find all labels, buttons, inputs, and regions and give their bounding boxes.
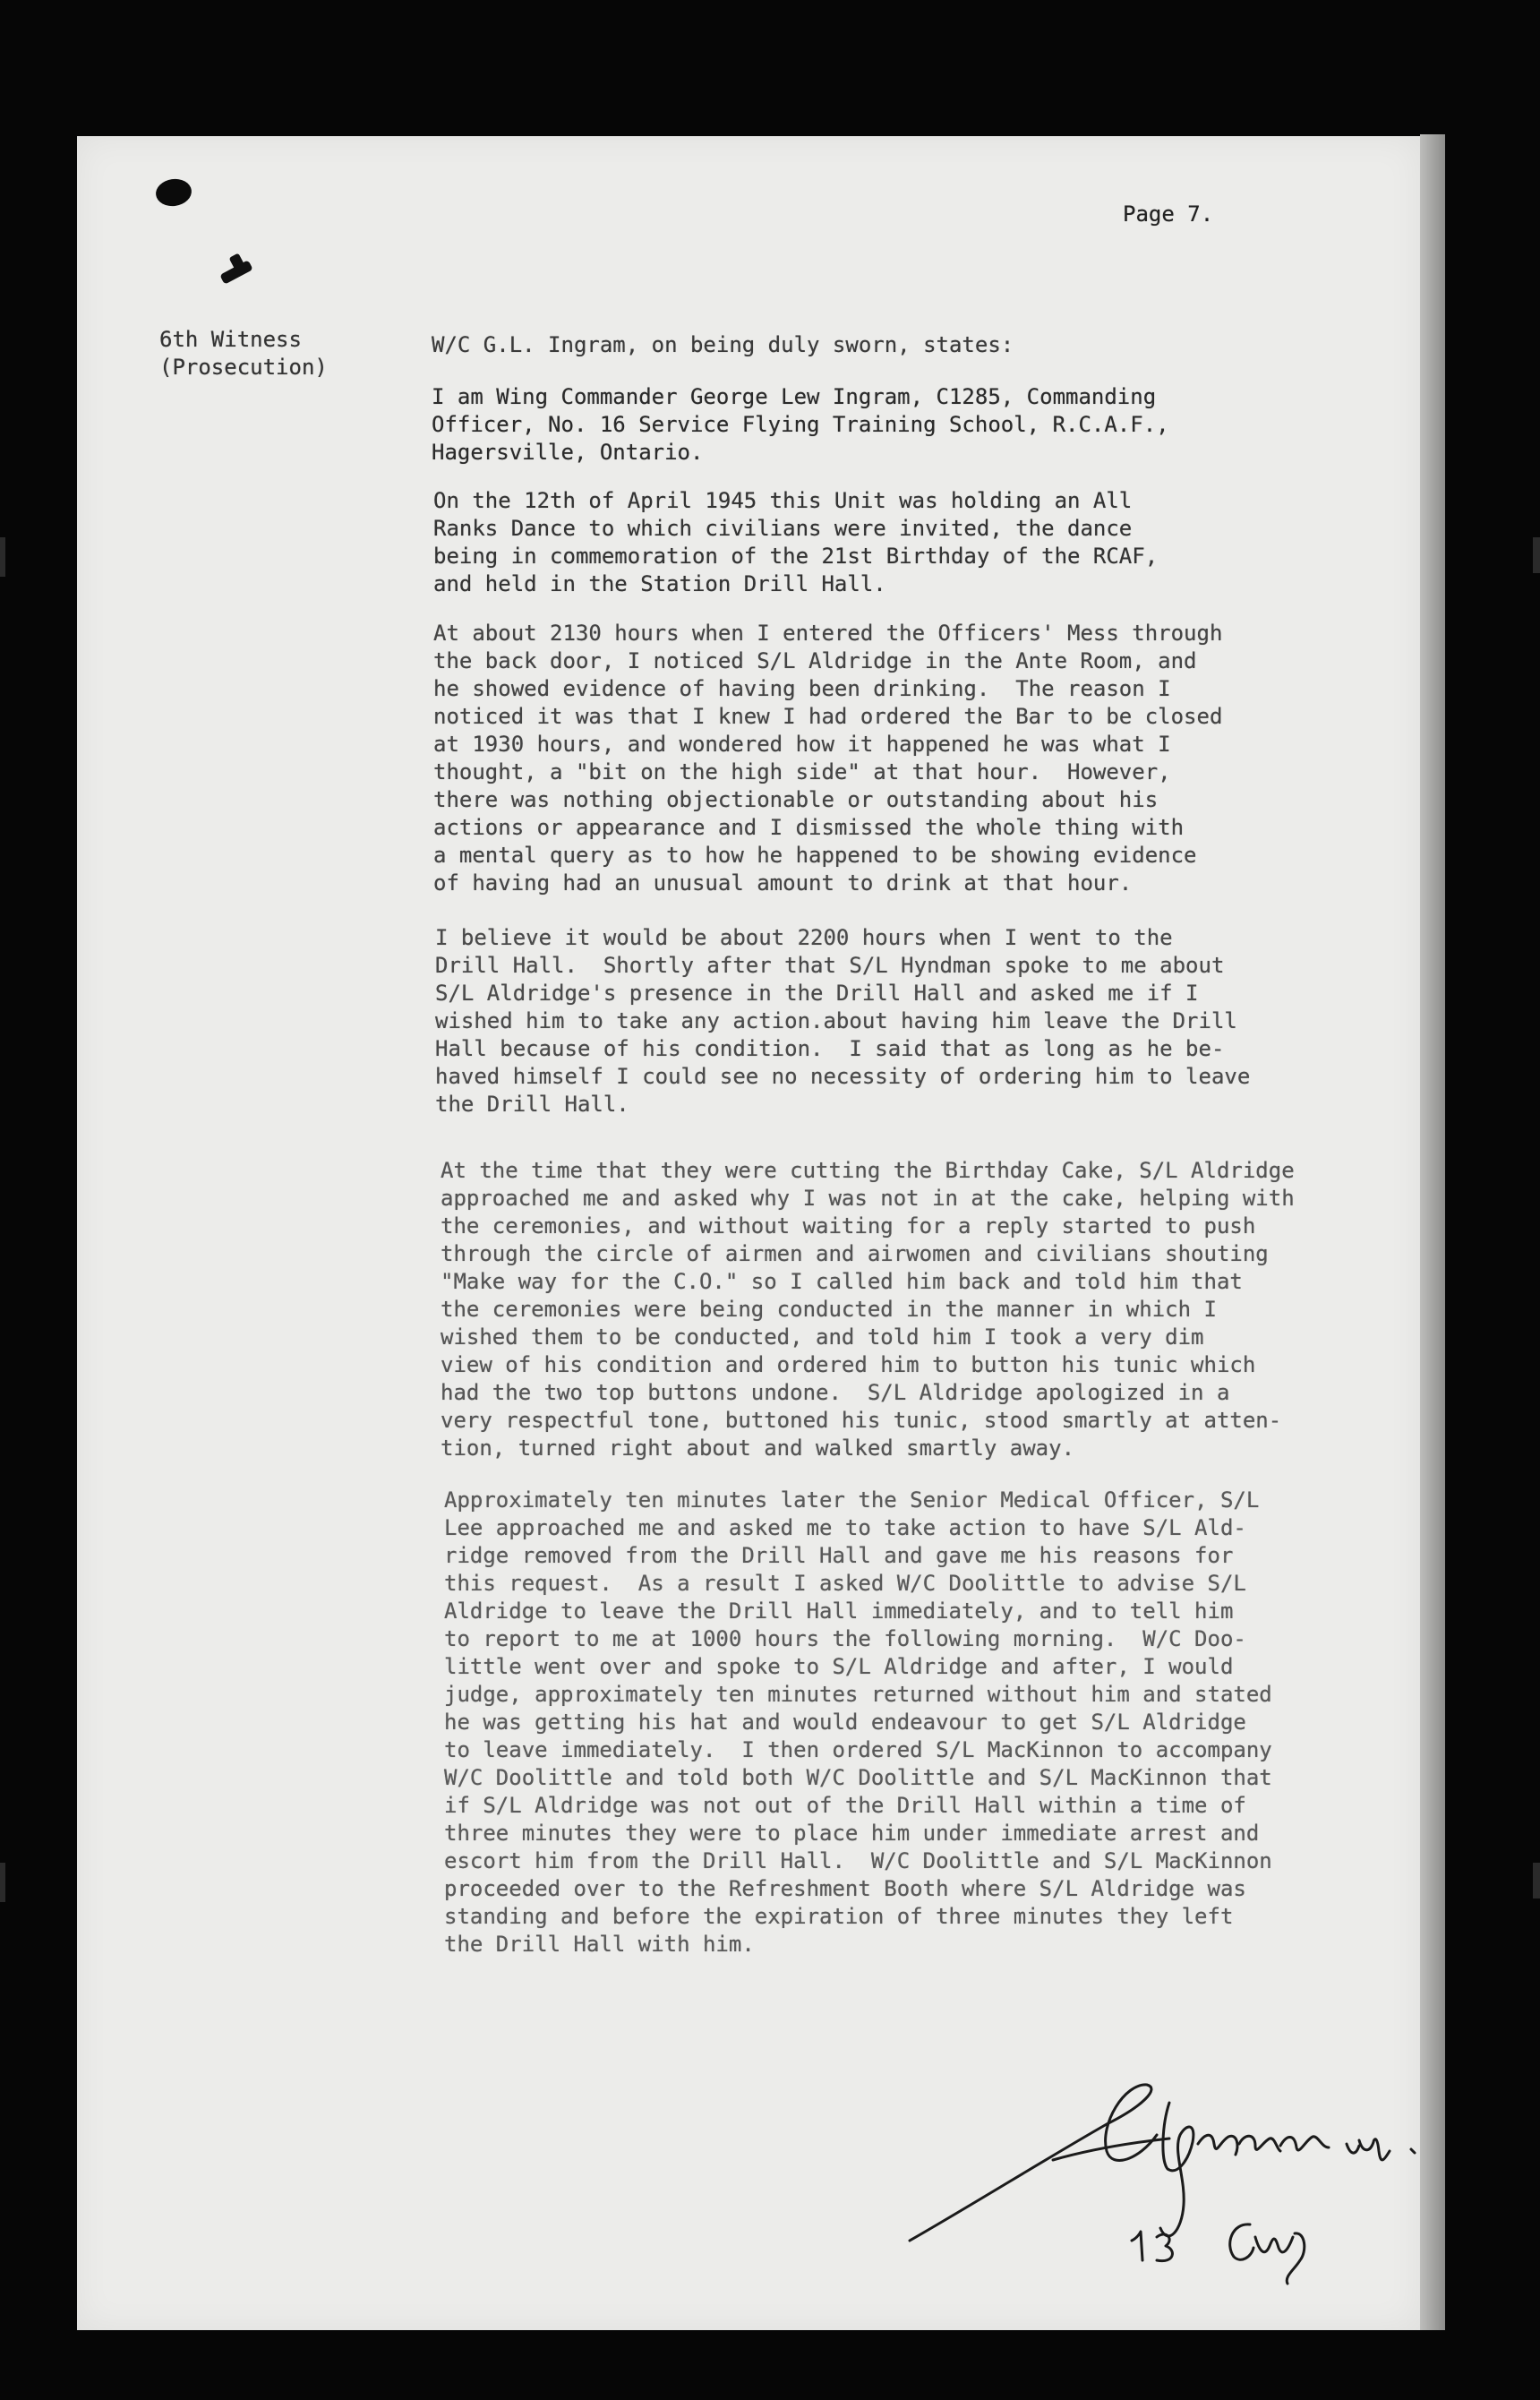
statement-paragraph: I am Wing Commander George Lew Ingram, C1285, Commanding Officer, No. 16 Service Flying Training School, R.C.A.F., Hagersville, Ontario. (432, 384, 1169, 465)
document-page (77, 136, 1420, 2330)
ink-blot (154, 176, 193, 208)
witness-label-line2: (Prosecution) (159, 355, 328, 380)
witness-label-line1: 6th Witness (159, 327, 302, 352)
witness-label (159, 326, 328, 381)
scan-edge-mark (1533, 537, 1540, 573)
statement-paragraph: I believe it would be about 2200 hours when I went to the Drill Hall. Shortly after that S/L Hyndman spoke to me about S/L Aldridge's presence in the Drill Hall and asked me if I wished him to take any action.about having him leave the Drill Hall because of his condition. I said that as long as he be- haved himself I could see no necessity of ordering him to leave the Drill Hall. (435, 925, 1251, 1117)
scan-edge-mark (0, 537, 5, 577)
page-number: Page 7. (1123, 201, 1214, 227)
statement-paragraph: On the 12th of April 1945 this Unit was holding an All Ranks Dance to which civilians were invited, the dance being in commemoration of the 21st Birthday of the RCAF, and held in the Station Drill Hall. (433, 488, 1159, 596)
statement-paragraph: At the time that they were cutting the Birthday Cake, S/L Aldridge approached me and asked why I was not in at the cake, helping with the ceremonies, and without waiting for a reply started to push through the circle of airmen and airwomen and civilians shouting "Make way for the C.O." so I called him back and told him that the ceremonies were being conducted in the manner in which I wished them to be conducted, and told him I took a very dim view of his condition and ordered him to button his tunic which had the two top buttons undone. S/L Aldridge apologized in a very respectful tone, buttoned his tunic, stood smartly at atten- tion, turned right about and walked smartly away. (441, 1158, 1295, 1461)
handwritten-signature (901, 2026, 1438, 2294)
statement-paragraph: At about 2130 hours when I entered the Officers' Mess through the back door, I noticed S/L Aldridge in the Ante Room, and he showed evidence of having been drinking. The reason I noticed it was that I knew I had ordered the Bar to be closed at 1930 hours, and wondered how it happened he was what I thought, a "bit on the high side" at that hour. However, there was nothing objectionable or outstanding about his actions or appearance and I dismissed the whole thing with a mental query as to how he happened to be showing evidence of having had an unusual amount to drink at that hour. (433, 621, 1223, 896)
statement-paragraph: Approximately ten minutes later the Senior Medical Officer, S/L Lee approached me and asked me to take action to have S/L Ald- ridge removed from the Drill Hall and gave me his reasons for this request. As a result I asked W/C Doolittle to advise S/L Aldridge to leave the Drill Hall immediately, and to tell him to report to me at 1000 hours the following morning. W/C Doo- little went over and spoke to S/L Aldridge and after, I would judge, approximately ten minutes returned without him and stated he was getting his hat and would endeavour to get S/L Aldridge to leave immediately. I then ordered S/L MacKinnon to accompany W/C Doolittle and told both W/C Doolittle and S/L MacKinnon that if S/L Aldridge was not out of the Drill Hall within a time of three minutes they were to place him under immediate arrest and escort him from the Drill Hall. W/C Doolittle and S/L MacKinnon proceeded over to the Refreshment Booth where S/L Aldridge was standing and before the expiration of three minutes they left the Drill Hall with him. (444, 1487, 1272, 1957)
signature-name: G.L.Ingram (901, 2026, 907, 2027)
page-edge-shadow (1420, 134, 1445, 2330)
scan-edge-mark (1533, 1863, 1540, 1899)
scan-edge-mark (0, 1863, 5, 1902)
witness-intro: W/C G.L. Ingram, on being duly sworn, states: (432, 332, 1014, 357)
